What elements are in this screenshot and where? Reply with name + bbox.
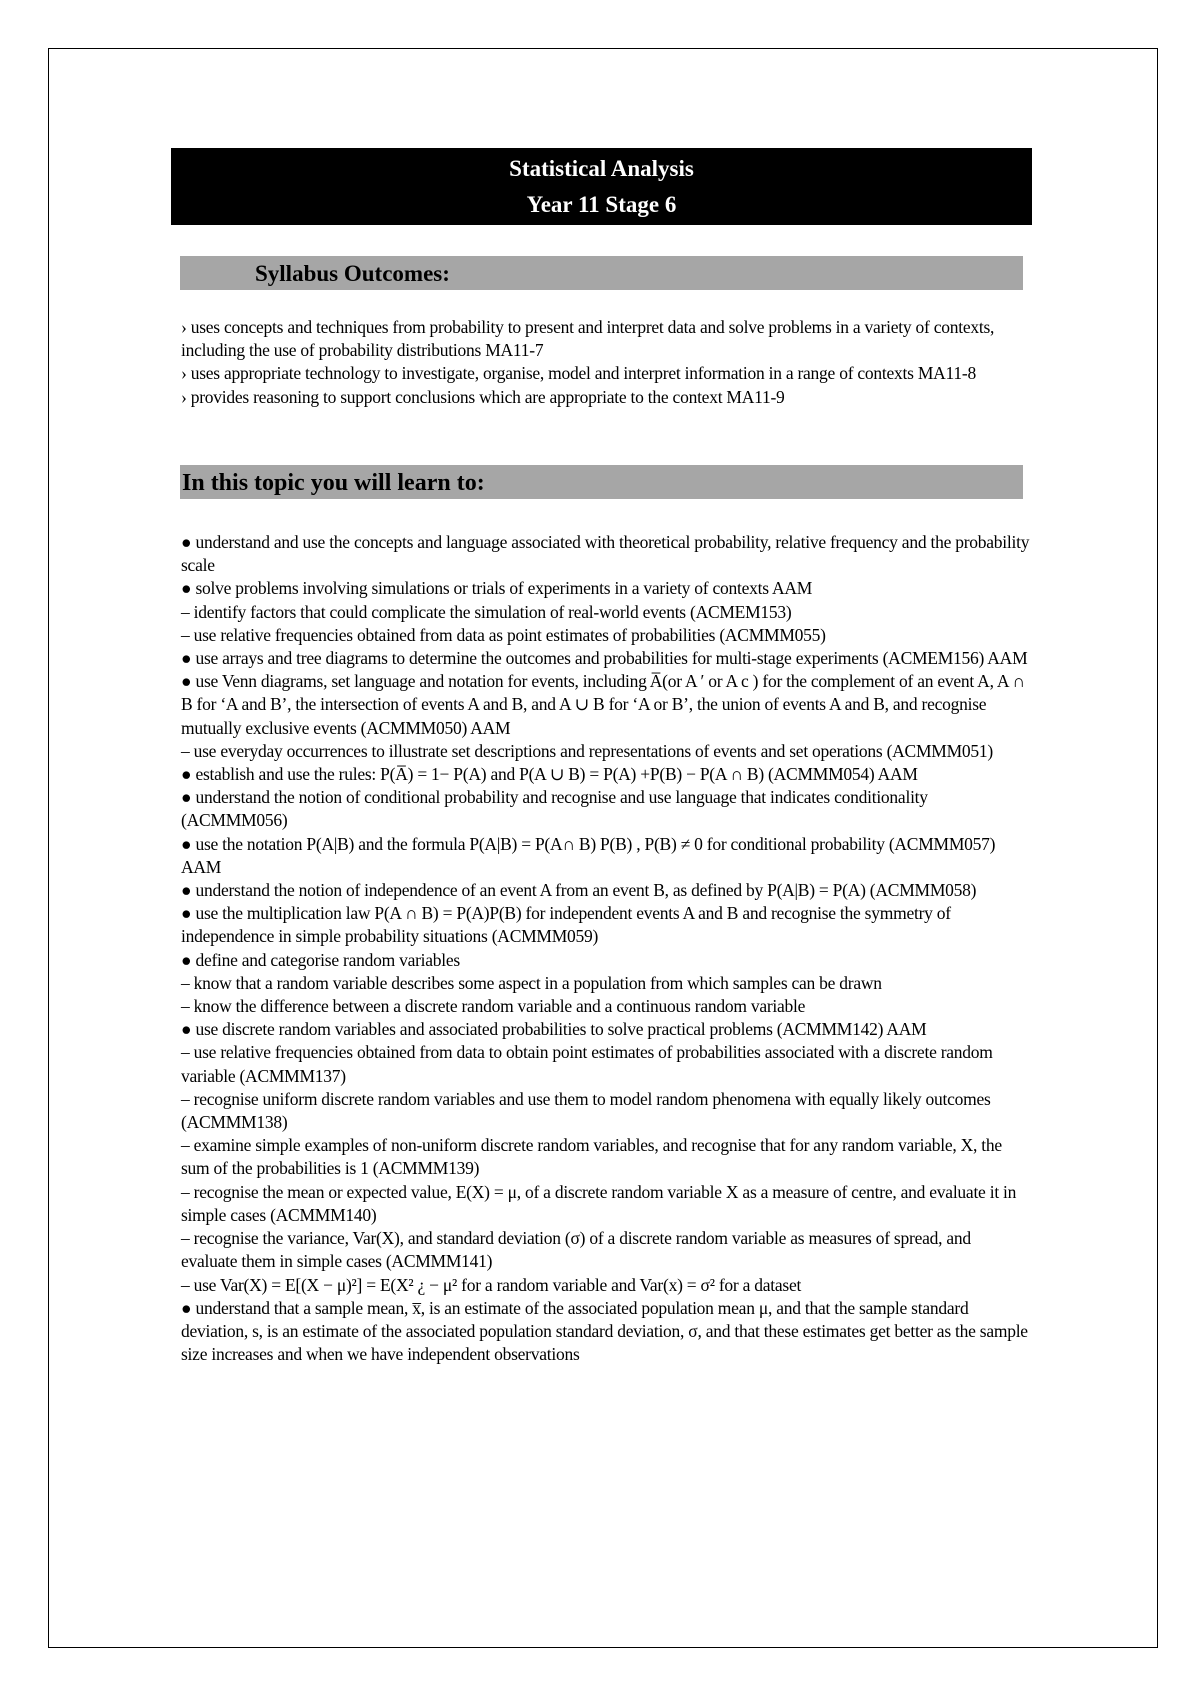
learn-item: – recognise the mean or expected value, E(X) = μ, of a discrete random variable X as a measure of centre, and evaluate it in simple cases (ACMMM140) xyxy=(181,1181,1017,1225)
learn-item: ● understand the notion of conditional probability and recognise and use language that indicates conditionality (ACMMM056) xyxy=(181,787,928,831)
learn-item: – use Var(X) = E[(X − μ)²] = E(X² ¿ − μ² for a random variable and Var(x) = σ² for a dataset xyxy=(181,1274,802,1295)
learn-list xyxy=(181,531,1031,1366)
outcome-item: › provides reasoning to support conclusions which are appropriate to the context MA11-9 xyxy=(181,386,785,407)
learn-item: ● use arrays and tree diagrams to determine the outcomes and probabilities for multi-stage experiments (ACMEM156) AAM xyxy=(181,648,1028,669)
learn-item: ● use Venn diagrams, set language and notation for events, including A̅(or A ′ or A c ) for the complement of an event A, A ∩ B for ‘A and B’, the intersection of events A and B, and A ∪ B for ‘A or B’, the union of events A and B, and recognise mutually exclusive events (ACMMM050) AAM xyxy=(181,671,1025,738)
outcome-item: › uses appropriate technology to investigate, organise, model and interpret information in a range of contexts MA11-8 xyxy=(181,363,976,384)
learn-item: ● solve problems involving simulations or trials of experiments in a variety of contexts AAM xyxy=(181,578,813,599)
learn-item: – use everyday occurrences to illustrate set descriptions and representations of events and set operations (ACMMM051) xyxy=(181,740,993,761)
learn-item: ● use discrete random variables and associated probabilities to solve practical problems (ACMMM142) AAM xyxy=(181,1019,927,1040)
learn-item: – recognise uniform discrete random variables and use them to model random phenomena with equally likely outcomes (ACMMM138) xyxy=(181,1088,991,1133)
learn-heading: In this topic you will learn to: xyxy=(180,465,1023,499)
learn-item: – identify factors that could complicate the simulation of real-world events (ACMEM153) xyxy=(181,601,792,622)
learn-item: – use relative frequencies obtained from data to obtain point estimates of probabilities associated with a discrete random variable (ACMMM137) xyxy=(181,1042,993,1086)
learn-item: ● understand and use the concepts and language associated with theoretical probability, relative frequency and the probability scale xyxy=(181,532,1030,576)
learn-item: ● understand the notion of independence of an event A from an event B, as defined by P(A|B) = P(A) (ACMMM058) xyxy=(181,880,977,901)
learn-item: ● understand that a sample mean, x̅, is an estimate of the associated population mean μ, and that the sample standard deviation, s, is an estimate of the associated population standard deviation, σ, and that these estimates get better as the sample size increases and when we have independent observations xyxy=(181,1297,1028,1365)
learn-item: – examine simple examples of non-uniform discrete random variables, and recognise that for any random variable, X, the sum of the probabilities is 1 (ACMMM139) xyxy=(181,1135,1002,1179)
learn-item: – recognise the variance, Var(X), and standard deviation (σ) of a discrete random variable as measures of spread, and evaluate them in simple cases (ACMMM141) xyxy=(181,1228,971,1272)
learn-item: – use relative frequencies obtained from data as point estimates of probabilities (ACMMM055) xyxy=(181,624,826,645)
outcome-item: › uses concepts and techniques from probability to present and interpret data and solve problems in a variety of contexts, including the use of probability distributions MA11-7 xyxy=(181,317,995,361)
outcomes-heading: Syllabus Outcomes: xyxy=(180,256,1023,290)
learn-item: ● use the multiplication law P(A ∩ B) = P(A)P(B) for independent events A and B and recognise the symmetry of independence in simple probability situations (ACMMM059) xyxy=(181,903,951,947)
learn-item: ● define and categorise random variables xyxy=(181,949,460,970)
learn-item: ● use the notation P(A|B) and the formula P(A|B) = P(A∩ B) P(B) , P(B) ≠ 0 for conditional probability (ACMMM057) AAM xyxy=(181,833,996,877)
learn-item: – know that a random variable describes some aspect in a population from which samples can be drawn xyxy=(181,972,882,993)
learn-item: ● establish and use the rules: P(A̅) = 1− P(A) and P(A ∪ B) = P(A) +P(B) − P(A ∩ B) (ACMMM054) AAM xyxy=(181,764,918,785)
page-title: Statistical Analysis xyxy=(509,156,694,181)
page-subtitle: Year 11 Stage 6 xyxy=(526,192,677,217)
title-banner xyxy=(171,148,1032,225)
learn-item: – know the difference between a discrete random variable and a continuous random variable xyxy=(181,996,806,1017)
outcomes-list xyxy=(181,316,1031,409)
